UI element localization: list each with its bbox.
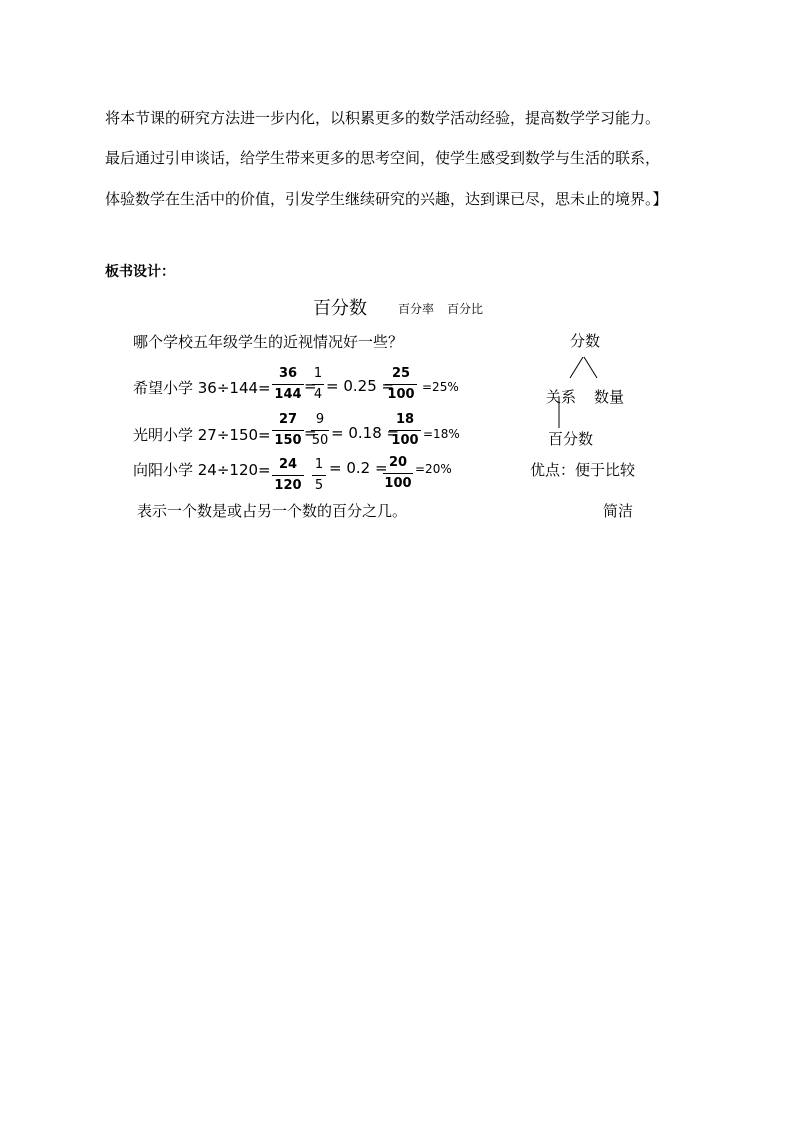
row-label: 向阳小学 24÷120= (133, 461, 271, 479)
board-title: 百分数 (313, 298, 367, 319)
board-subtitle-rate: 百分率 (398, 302, 435, 316)
diagram-left-relation: 关系 (546, 388, 577, 406)
denominator: 100 (387, 387, 415, 402)
diagram-lines (0, 0, 794, 500)
equals-sign: = (304, 377, 317, 395)
numerator: 1 (314, 457, 324, 472)
paragraph-line-1: 将本节课的研究方法进一步内化，以积累更多的数学活动经验，提高数学学习能力。 (105, 109, 661, 127)
numerator: 1 (313, 366, 323, 381)
numerator: 25 (391, 366, 411, 381)
definition-text: 表示一个数是或占另一个数的百分之几。 (137, 502, 408, 520)
numerator: 24 (278, 457, 298, 472)
row-label: 希望小学 36÷144= (133, 379, 271, 397)
percent-value: =18% (423, 427, 460, 441)
numerator: 18 (395, 412, 415, 427)
numerator: 9 (315, 412, 325, 427)
numerator: 36 (278, 366, 298, 381)
diagram-bottom-percent: 百分数 (548, 430, 594, 448)
equals-sign: = (304, 424, 317, 442)
board-subtitle-ratio: 百分比 (447, 302, 484, 316)
decimal-value: = 0.18 = (331, 424, 400, 442)
paragraph-line-2: 最后通过引申谈话，给学生带来更多的思考空间，使学生感受到数学与生活的联系， (105, 149, 661, 167)
percent-value: =20% (415, 462, 452, 476)
board-question: 哪个学校五年级学生的近视情况好一些？ (133, 333, 404, 351)
decimal-value: = 0.25 = (326, 377, 395, 395)
diagram-top-fraction: 分数 (570, 332, 601, 350)
diagram-right-quantity: 数量 (594, 388, 625, 406)
diagram-concise: 简洁 (603, 502, 634, 520)
paragraph-line-3: 体验数学在生活中的价值，引发学生继续研究的兴趣，达到课已尽，思未止的境界。】 (105, 190, 668, 208)
denominator: 4 (313, 387, 323, 402)
denominator: 5 (314, 478, 324, 493)
branch-line-right (584, 357, 597, 378)
numerator: 27 (278, 412, 298, 427)
decimal-value: = 0.2 = (329, 459, 388, 477)
denominator: 100 (384, 476, 412, 491)
denominator: 100 (391, 433, 419, 448)
numerator: 20 (388, 455, 408, 470)
denominator: 144 (274, 387, 302, 402)
branch-line-left (570, 357, 583, 378)
diagram-advantage: 优点：便于比较 (530, 461, 636, 479)
row-label: 光明小学 27÷150= (133, 426, 271, 444)
board-heading: 板书设计： (105, 264, 175, 280)
denominator: 120 (274, 478, 302, 493)
denominator: 50 (311, 433, 329, 448)
denominator: 150 (274, 433, 302, 448)
percent-value: =25% (422, 380, 459, 394)
